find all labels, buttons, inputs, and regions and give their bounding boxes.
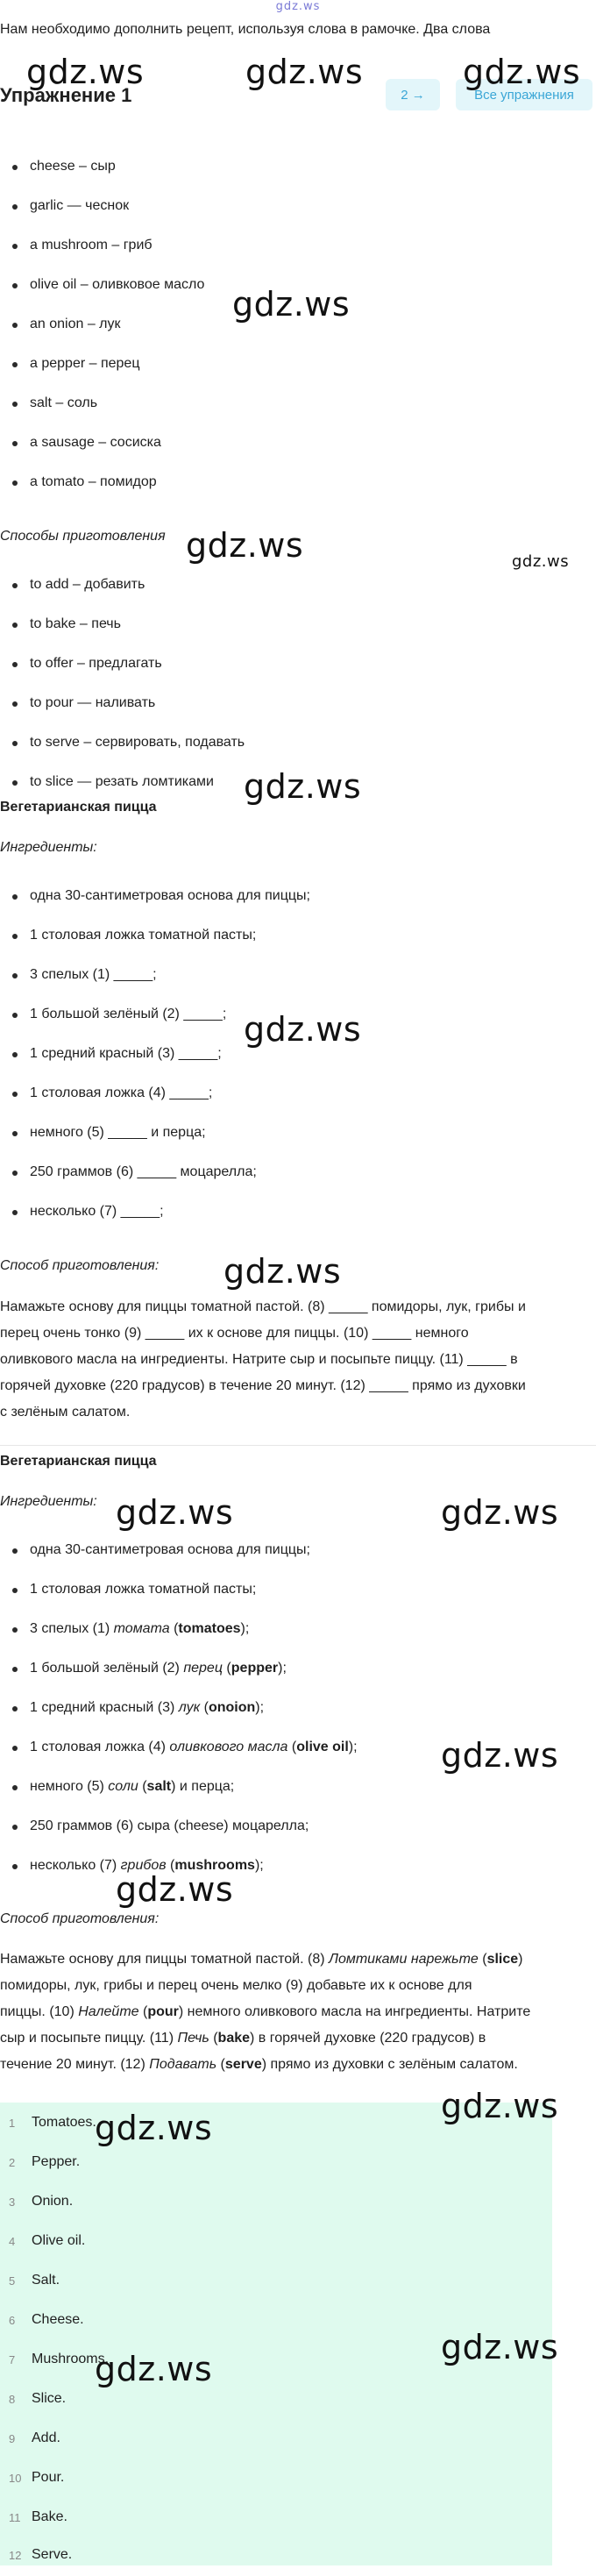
answer-text: Cheese. <box>32 2312 84 2327</box>
solution-ingredients-list <box>0 1541 358 1896</box>
watermark: gdz.ws <box>441 1736 559 1775</box>
list-item <box>0 2497 552 2537</box>
list-item: to serve – сервировать, подавать <box>0 734 245 773</box>
answer-number: 1 <box>9 2117 16 2130</box>
solution-method-text <box>0 1946 592 2078</box>
solution-method-line: сыр и посыпьте пиццу. (11) Печь (bake) в горячей духовке (220 градусов) в <box>0 2031 486 2046</box>
list-item: 1 столовая ложка (4) оливкового масла (olive oil); <box>0 1739 358 1778</box>
task-method-text <box>0 1294 592 1426</box>
task-method-line: Намажьте основу для пиццы томатной пастой. (8) _____ помидоры, лук, грибы и <box>0 1299 526 1314</box>
list-item: 3 спелых (1) _____; <box>0 966 310 1006</box>
list-item: немного (5) _____ и перца; <box>0 1124 310 1163</box>
list-item: несколько (7) грибов (mushrooms); <box>0 1857 358 1896</box>
list-item: cheese – сыр <box>0 158 204 197</box>
watermark: gdz.ws <box>244 767 362 806</box>
list-item: 1 средний красный (3) лук (onoion); <box>0 1699 358 1739</box>
list-item: немного (5) соли (salt) и перца; <box>0 1778 358 1818</box>
answer-text: Slice. <box>32 2391 67 2406</box>
answer-number: 12 <box>9 2549 22 2562</box>
list-item: a pepper – перец <box>0 355 204 395</box>
list-item: 1 столовая ложка томатной пасты; <box>0 1581 358 1620</box>
list-item: несколько (7) _____; <box>0 1203 310 1242</box>
list-item: olive oil – оливковое масло <box>0 276 204 316</box>
solution-method-line: Намажьте основу для пиццы томатной пастой. (8) Ломтиками нарежьте (slice) <box>0 1952 523 1967</box>
next-exercise-label: 2 → <box>401 87 425 103</box>
task-method-line: оливкового масла на ингредиенты. Натрите сыр и посыпьте пиццу. (11) _____ в <box>0 1352 518 1367</box>
list-item: salt – соль <box>0 395 204 434</box>
answer-number: 2 <box>9 2156 16 2169</box>
methods-heading: Способы приготовления <box>0 529 166 544</box>
watermark: gdz.ws <box>441 1493 559 1532</box>
list-item <box>0 2418 552 2458</box>
list-item: to offer – предлагать <box>0 655 245 694</box>
list-item: 1 средний красный (3) _____; <box>0 1045 310 1085</box>
task-method-line: горячей духовке (220 градусов) в течение 20 минут. (12) _____ прямо из духовки <box>0 1378 526 1393</box>
vocab-methods-list <box>0 576 245 813</box>
solution-method-heading: Способ приготовления: <box>0 1911 160 1926</box>
list-item: to add – добавить <box>0 576 245 616</box>
watermark: gdz.ws <box>245 53 364 91</box>
list-item: garlic — чеснок <box>0 197 204 237</box>
answer-number: 10 <box>9 2472 22 2485</box>
solution-method-line: течение 20 минут. (12) Подавать (serve) прямо из духовки с зелёным салатом. <box>0 2057 518 2072</box>
all-exercises-label: Все упражнения <box>474 87 574 103</box>
section-divider <box>0 1445 596 1446</box>
task-method-line: перец очень тонко (9) _____ их к основе для пиццы. (10) _____ немного <box>0 1326 469 1341</box>
answer-text: Salt. <box>32 2273 60 2288</box>
list-item: to bake – печь <box>0 616 245 655</box>
answer-number: 9 <box>9 2432 16 2445</box>
list-item: to slice — резать ломтиками <box>0 773 245 813</box>
answer-text: Add. <box>32 2430 60 2445</box>
answer-text: Pour. <box>32 2470 65 2485</box>
list-item: a tomato – помидор <box>0 473 204 513</box>
answer-text: Mushrooms. <box>32 2352 110 2366</box>
answer-number: 3 <box>9 2195 16 2209</box>
answer-number: 4 <box>9 2235 16 2248</box>
list-item: одна 30-сантиметровая основа для пиццы; <box>0 1541 358 1581</box>
task-method-heading: Способ приготовления: <box>0 1258 160 1273</box>
list-item: 1 большой зелёный (2) перец (pepper); <box>0 1660 358 1699</box>
watermark: gdz.ws <box>441 2087 559 2125</box>
watermark: gdz.ws <box>512 552 570 571</box>
watermark: gdz.ws <box>232 285 351 324</box>
exercise-title: Упражнение 1 <box>0 84 132 106</box>
list-item <box>0 2458 552 2497</box>
watermark: gdz.ws <box>116 1870 234 1909</box>
exercise-intro: Нам необходимо дополнить рецепт, используя слова в рамочке. Два слова <box>0 22 491 37</box>
answer-number: 11 <box>9 2511 21 2524</box>
list-item: 1 столовая ложка томатной пасты; <box>0 927 310 966</box>
watermark: gdz.ws <box>224 1252 342 1291</box>
list-item: an onion – лук <box>0 316 204 355</box>
watermark: gdz.ws <box>26 53 145 91</box>
list-item: 250 граммов (6) сыра (cheese) моцарелла; <box>0 1818 358 1857</box>
list-item <box>0 2537 552 2576</box>
list-item <box>0 2260 552 2300</box>
list-item <box>0 2142 552 2181</box>
task-ingredients-list <box>0 887 310 1242</box>
list-item: 3 спелых (1) томата (tomatoes); <box>0 1620 358 1660</box>
watermark: gdz.ws <box>95 2109 213 2147</box>
site-logo[interactable]: gdz.ws <box>275 0 321 13</box>
list-item: 250 граммов (6) _____ моцарелла; <box>0 1163 310 1203</box>
list-item <box>0 2181 552 2221</box>
task-title: Вегетарианская пицца <box>0 800 157 815</box>
watermark: gdz.ws <box>441 2328 559 2366</box>
solution-method-line: пиццы. (10) Налейте (pour) немного оливкового масла на ингредиенты. Натрите <box>0 2004 531 2019</box>
list-item: a sausage – сосиска <box>0 434 204 473</box>
solution-ingredients-heading: Ингредиенты: <box>0 1494 97 1509</box>
answer-text: Bake. <box>32 2509 67 2524</box>
answer-text: Onion. <box>32 2194 74 2209</box>
vocab-ingredients-list <box>0 158 204 513</box>
watermark: gdz.ws <box>95 2350 213 2388</box>
list-item: одна 30-сантиметровая основа для пиццы; <box>0 887 310 927</box>
list-item <box>0 2379 552 2418</box>
task-ingredients-heading: Ингредиенты: <box>0 840 97 855</box>
next-exercise-button[interactable] <box>386 79 440 110</box>
solution-title: Вегетарианская пицца <box>0 1454 157 1469</box>
list-item: 1 столовая ложка (4) _____; <box>0 1085 310 1124</box>
list-item: a mushroom – гриб <box>0 237 204 276</box>
answer-text: Tomatoes. <box>32 2115 96 2130</box>
answer-number: 7 <box>9 2353 16 2366</box>
list-item <box>0 2221 552 2260</box>
task-method-line: с зелёным салатом. <box>0 1405 131 1420</box>
answer-text: Pepper. <box>32 2154 81 2169</box>
watermark: gdz.ws <box>244 1010 362 1049</box>
watermark: gdz.ws <box>463 53 581 91</box>
list-item: 1 большой зелёный (2) _____; <box>0 1006 310 1045</box>
list-item: to pour — наливать <box>0 694 245 734</box>
answer-number: 6 <box>9 2314 16 2327</box>
answer-text: Serve. <box>32 2547 73 2562</box>
solution-method-line: помидоры, лук, грибы и перец очень мелко (9) добавьте их к основе для <box>0 1978 472 1993</box>
answer-number: 5 <box>9 2274 16 2288</box>
answer-text: Olive oil. <box>32 2233 86 2248</box>
watermark: gdz.ws <box>116 1493 234 1532</box>
answer-number: 8 <box>9 2393 16 2406</box>
watermark: gdz.ws <box>186 526 304 565</box>
